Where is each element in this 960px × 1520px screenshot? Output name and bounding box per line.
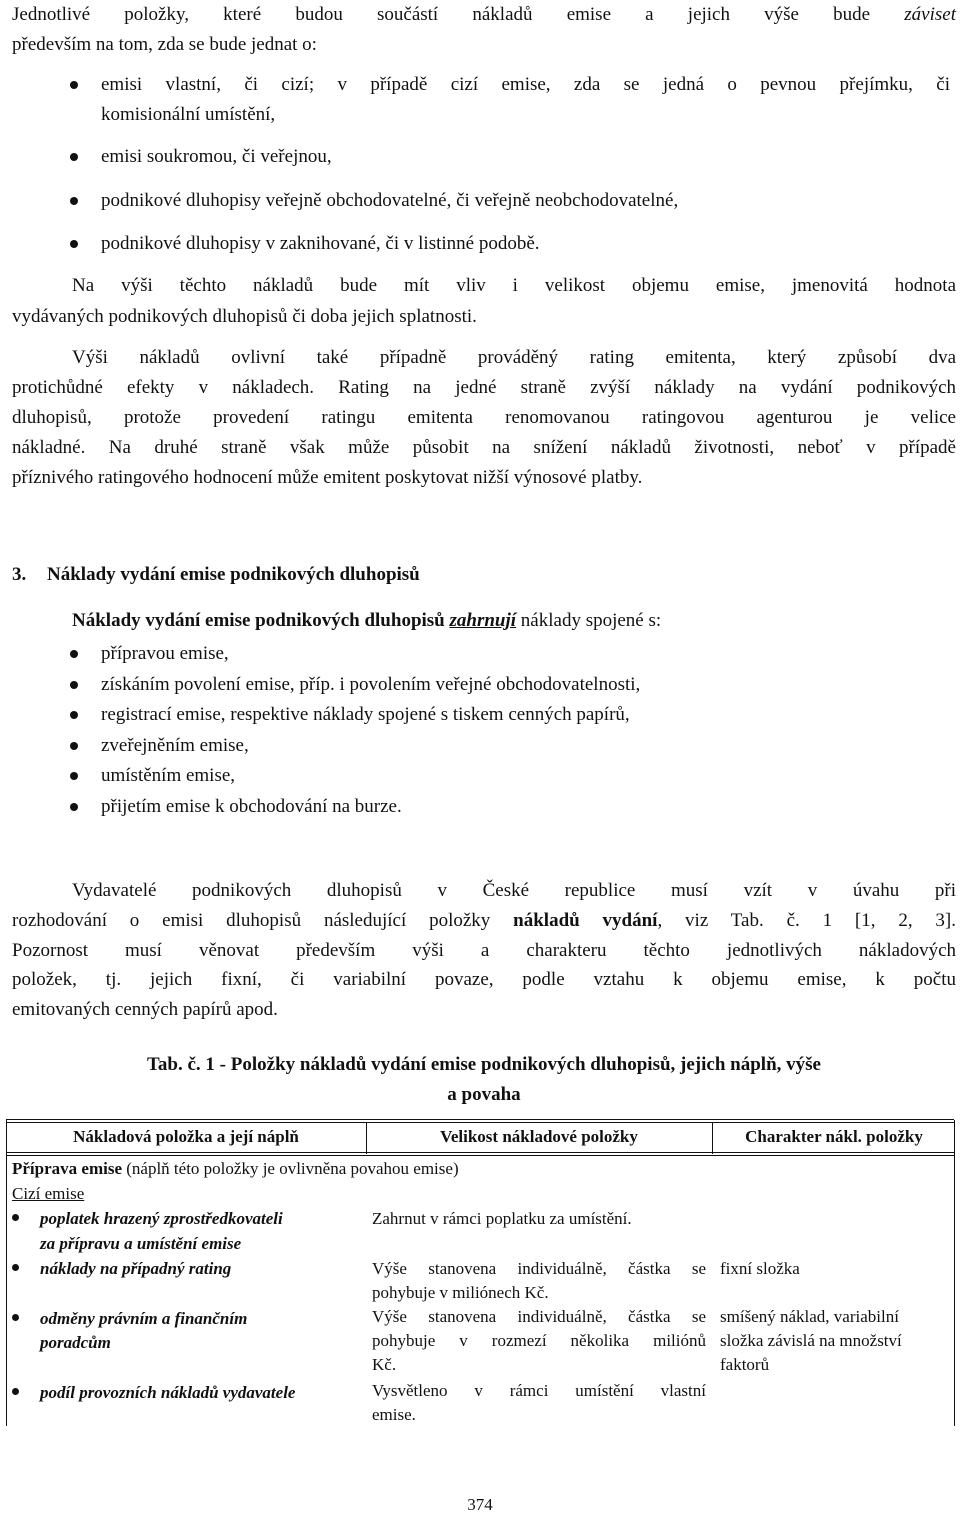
bullet-icon [12,1214,19,1221]
bullet-icon [12,1388,19,1395]
table-border [712,1122,713,1154]
list-item-text: podnikové dluhopisy v zaknihované, či v listinné podobě. [101,233,540,254]
section-lead-rest: náklady spojené s: [520,610,662,631]
table-group-row [12,1157,459,1181]
bullet-icon [12,1264,19,1271]
para-4-line-3: Pozornost musí věnovat především výši a charakteru těchto jednotlivých nákladových [12,940,956,961]
para-4-text: , viz Tab. č. 1 [1, 2, 3]. [657,910,957,931]
table-subgroup-row [12,1182,84,1206]
table-cell-character: smíšený náklad, variabilní [720,1307,899,1326]
list-item-text: emisi vlastní, či cizí; v případě cizí emise, zda se jedná o pevnou přejímku, či [101,74,950,95]
para-4-bold: nákladů vydání [513,910,658,931]
intro-text: Jednotlivé položky, které budou součástí nákladů emise a jejich výše bude [12,4,905,25]
table-border [6,1152,954,1153]
table-cell-character: faktorů [720,1355,770,1374]
table-border [6,1120,7,1426]
para-3-line-5: příznivého ratingového hodnocení může emitent poskytovat nižší výnosové platby. [12,467,643,488]
table-cell-item: náklady na případný rating [40,1259,232,1278]
table-caption-line-2: a povaha [447,1084,521,1105]
table-cell-character: fixní složka [720,1259,800,1278]
section-title: Náklady vydání emise podnikových dluhopisů [47,564,420,585]
list-item-text: komisionální umístění, [101,104,276,125]
list-item-text: emisi soukromou, či veřejnou, [101,146,332,167]
bullet-icon [70,240,78,248]
para-3-line-4: nákladné. Na druhé straně však může působit na snížení nákladů životnosti, neboť v případě [12,437,956,458]
table-cell-size: pohybuje v rozmezí několika miliónů [372,1331,706,1350]
table-border [366,1122,367,1154]
bullet-icon [70,742,78,750]
bullet-icon [70,197,78,205]
list-item-text: umístěním emise, [101,765,236,786]
table-cell-size: emise. [372,1405,416,1424]
table-header: Nákladová položka a její náplň [73,1127,299,1146]
table-cell-item: odměny právním a finančním [40,1309,248,1328]
table-group-bold: Příprava emise [12,1159,122,1178]
list-item-text: přípravou emise, [101,643,229,664]
table-cell-item: za přípravu a umístění emise [40,1234,242,1253]
para-2-line-1: Na výši těchto nákladů bude mít vliv i velikost objemu emise, jmenovitá hodnota [72,275,956,296]
para-3-line-2: protichůdné efekty v nákladech. Rating na jedné straně zvýší náklady na vydání podnikových [12,377,956,398]
table-cell-size: Výše stanovena individuálně, částka se [372,1259,706,1278]
para-4-line-4: položek, tj. jejich fixní, či variabilní povaze, podle vztahu k objemu emise, k počtu [12,969,956,990]
para-4-text: rozhodování o emisi dluhopisů následující položky [12,910,514,931]
section-lead-italic: zahrnují [449,610,517,631]
table-border [6,1122,954,1123]
table-cell-size: Kč. [372,1355,397,1374]
table-subgroup: Cizí emise [12,1184,85,1203]
intro-line-1 [12,0,956,30]
para-4-line-2 [12,906,956,936]
intro-line-2: především na tom, zda se bude jednat o: [12,34,317,55]
table-border [6,1119,954,1120]
table-header: Velikost nákladové položky [440,1127,638,1146]
para-4-line-1: Vydavatelé podnikových dluhopisů v České republice musí vzít v úvahu při [72,880,956,901]
para-3-line-1: Výši nákladů ovlivní také případně prováděný rating emitenta, který způsobí dva [72,347,956,368]
bullet-icon [70,650,78,658]
para-3-line-3: dluhopisů, protože provedení ratingu emitenta renomovanou ratingovou agenturou je velice [12,407,956,428]
table-header: Charakter nákl. položky [745,1127,923,1146]
table-cell-size: Zahrnut v rámci poplatku za umístění. [372,1209,632,1228]
bullet-icon [70,81,78,89]
section-lead-bold: Náklady vydání emise podnikových dluhopisů [72,610,445,631]
intro-italic: záviset [904,4,956,25]
list-item-text: podnikové dluhopisy veřejně obchodovatelné, či veřejně neobchodovatelné, [101,190,679,211]
table-cell-item: poradcům [40,1333,111,1352]
para-4-line-5: emitovaných cenných papírů apod. [12,999,278,1020]
para-2-line-2: vydávaných podnikových dluhopisů či doba jejich splatnosti. [12,306,477,327]
table-group-rest: (náplň této položky je ovlivněna povahou emise) [122,1159,459,1178]
section-lead [72,606,661,636]
bullet-icon [70,153,78,161]
bullet-icon [70,711,78,719]
table-border [954,1120,955,1426]
page-number: 374 [467,1495,493,1514]
list-item-text: získáním povolení emise, příp. i povolením veřejné obchodovatelnosti, [101,674,641,695]
bullet-icon [70,803,78,811]
bullet-icon [70,772,78,780]
table-cell-size: pohybuje v miliónech Kč. [372,1283,549,1302]
table-border [6,1155,954,1156]
list-item-text: přijetím emise k obchodování na burze. [101,796,402,817]
table-cell-item: poplatek hrazený zprostředkovateli [40,1209,283,1228]
section-number: 3. [12,564,27,585]
bullet-icon [70,681,78,689]
bullet-icon [12,1314,19,1321]
table-cell-size: Vysvětleno v rámci umístění vlastní [372,1381,706,1400]
list-item-text: zveřejněním emise, [101,735,249,756]
table-cell-item: podíl provozních nákladů vydavatele [40,1383,296,1402]
list-item-text: registrací emise, respektive náklady spojené s tiskem cenných papírů, [101,704,630,725]
table-cell-character: složka závislá na množství [720,1331,902,1350]
table-cell-size: Výše stanovena individuálně, částka se [372,1307,706,1326]
table-caption-line-1: Tab. č. 1 - Položky nákladů vydání emise podnikových dluhopisů, jejich náplň, výše [147,1054,821,1075]
